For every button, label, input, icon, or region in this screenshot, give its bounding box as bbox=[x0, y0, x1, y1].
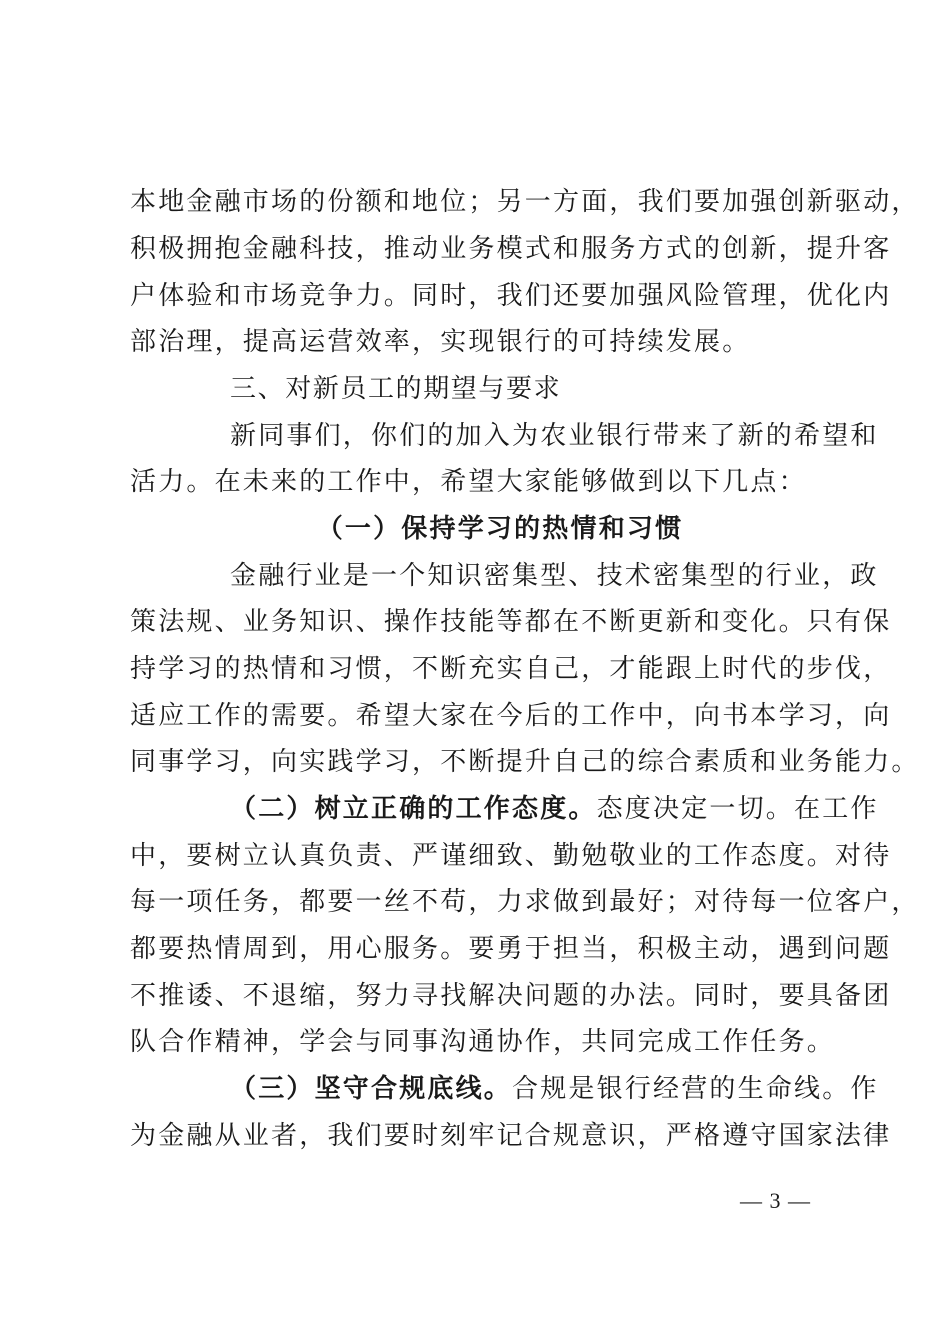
body-text-line: 新同事们，你们的加入为农业银行带来了新的希望和 bbox=[230, 421, 879, 451]
body-text-line: 队合作精神，学会与同事沟通协作，共同完成工作任务。 bbox=[130, 1027, 836, 1057]
body-text-line: 为金融从业者，我们要时刻牢记合规意识，严格遵守国家法律 bbox=[130, 1121, 892, 1151]
body-text-line: 同事学习，向实践学习，不断提升自己的综合素质和业务能力。 bbox=[130, 747, 920, 777]
body-text-line: 适应工作的需要。希望大家在今后的工作中，向书本学习，向 bbox=[130, 701, 892, 731]
body-text-line: 每一项任务，都要一丝不苟，力求做到最好；对待每一位客户， bbox=[130, 887, 920, 917]
page-number: — 3 — bbox=[740, 1188, 811, 1213]
body-text-line: 策法规、业务知识、操作技能等都在不断更新和变化。只有保 bbox=[130, 607, 892, 637]
paragraph-line bbox=[230, 792, 879, 826]
section-heading: 三、对新员工的期望与要求 bbox=[230, 374, 562, 404]
subsection-heading: （一）保持学习的热情和习惯 bbox=[316, 514, 684, 544]
subsection-heading-inline: （二）树立正确的工作态度。 bbox=[230, 794, 597, 824]
body-text-inline: 态度决定一切。在工作 bbox=[596, 794, 879, 824]
body-text-inline: 合规是银行经营的生命线。作 bbox=[512, 1074, 879, 1104]
paragraph-line bbox=[230, 1072, 879, 1106]
body-text-line: 本地金融市场的份额和地位；另一方面，我们要加强创新驱动， bbox=[130, 187, 920, 217]
body-text-line: 户体验和市场竞争力。同时，我们还要加强风险管理，优化内 bbox=[130, 281, 892, 311]
body-text-line: 中，要树立认真负责、严谨细致、勤勉敬业的工作态度。对待 bbox=[130, 841, 892, 871]
body-text-line: 金融行业是一个知识密集型、技术密集型的行业，政 bbox=[230, 561, 879, 591]
body-text-line: 不推诿、不退缩，努力寻找解决问题的办法。同时，要具备团 bbox=[130, 981, 892, 1011]
body-text-line: 持学习的热情和习惯，不断充实自己，才能跟上时代的步伐， bbox=[130, 654, 892, 684]
body-text-line: 活力。在未来的工作中，希望大家能够做到以下几点： bbox=[130, 467, 807, 497]
subsection-heading-inline: （三）坚守合规底线。 bbox=[230, 1074, 513, 1104]
body-text-line: 积极拥抱金融科技，推动业务模式和服务方式的创新，提升客 bbox=[130, 234, 892, 264]
body-text-line: 都要热情周到，用心服务。要勇于担当，积极主动，遇到问题 bbox=[130, 934, 892, 964]
body-text-line: 部治理，提高运营效率，实现银行的可持续发展。 bbox=[130, 327, 751, 357]
